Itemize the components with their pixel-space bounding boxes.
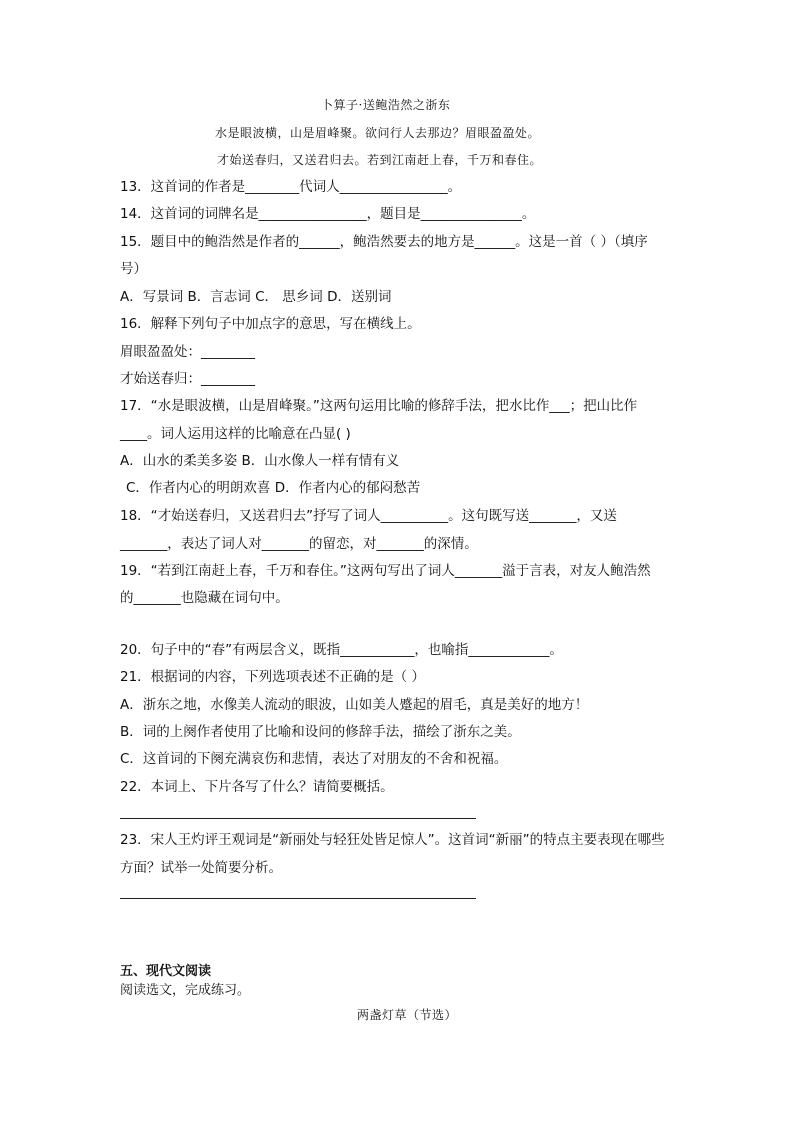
question-20: 20．句子中的“春”有两层含义，既指___________，也喻指____________。 bbox=[120, 642, 563, 658]
question-17-option-ab: A．山水的柔美多姿 B．山水像人一样有情有义 bbox=[120, 453, 400, 469]
answer-line-22[interactable] bbox=[120, 818, 476, 819]
question-21-option-b: B．词的上阕作者使用了比喻和设问的修辞手法，描绘了浙东之美。 bbox=[120, 724, 521, 740]
poem-line-2: 才始送春归，又送君归去。若到江南赶上春，千万和春住。 bbox=[217, 153, 543, 167]
section-5-heading: 五、现代文阅读 bbox=[120, 964, 212, 979]
section-5-instruction: 阅读选文，完成练习。 bbox=[120, 983, 251, 998]
question-17-option-cd: C．作者内心的明朗欢喜 D．作者内心的郁闷愁苦 bbox=[126, 480, 421, 496]
question-15: 15．题目中的鲍浩然是作者的______，鲍浩然要去的地方是______。这是一首（ ）（填序 bbox=[120, 234, 648, 250]
question-18-cont: _______，表达了词人对_______的留恋，对_______的深情。 bbox=[120, 536, 478, 552]
question-17: 17．“水是眼波横，山是眉峰聚。”这两句运用比喻的修辞手法，把水比作___；把山比作 bbox=[120, 398, 638, 414]
question-21-option-a: A．浙东之地，水像美人流动的眼波，山如美人蹙起的眉毛，真是美好的地方！ bbox=[120, 697, 589, 713]
question-13: 13．这首词的作者是________代词人________________。 bbox=[120, 179, 462, 195]
question-22: 22．本词上、下片各写了什么？请简要概括。 bbox=[120, 779, 394, 795]
question-16-a: 眉眼盈盈处：________ bbox=[120, 344, 255, 360]
question-19-cont: 的_______也隐藏在词句中。 bbox=[120, 590, 289, 606]
question-16-b: 才始送春归：________ bbox=[120, 371, 255, 387]
question-23: 23．宋人王灼评王观词是“新丽处与轻狂处皆足惊人”。这首词“新丽”的特点主要表现在哪些 bbox=[120, 832, 665, 848]
question-21-option-c: C．这首词的下阕充满哀伤和悲情，表达了对朋友的不舍和祝福。 bbox=[120, 751, 508, 767]
poem-title: 卜算子·送鲍浩然之浙东 bbox=[321, 98, 451, 112]
question-18: 18．“才始送春归，又送君归去”抒写了词人__________。这句既写送_______，又送 bbox=[120, 508, 617, 524]
question-21: 21．根据词的内容，下列选项表述不正确的是（ ） bbox=[120, 669, 425, 685]
question-16: 16．解释下列句子中加点字的意思，写在横线上。 bbox=[120, 316, 421, 332]
question-19: 19．“若到江南赶上春，千万和春住。”这两句写出了词人_______溢于言表，对友人鲍浩然 bbox=[120, 563, 651, 579]
question-17-cont: ____。词人运用这样的比喻意在凸显( ) bbox=[120, 426, 351, 442]
question-15-cont: 号） bbox=[120, 261, 147, 277]
passage-title: 两盏灯草（节选） bbox=[357, 1008, 458, 1022]
question-14: 14．这首词的词牌名是________________，题目是_______________。 bbox=[120, 206, 536, 222]
answer-line-23[interactable] bbox=[120, 898, 476, 899]
poem-line-1: 水是眼波横，山是眉峰聚。欲问行人去那边？眉眼盈盈处。 bbox=[215, 126, 541, 140]
question-15-options: A．写景词 B．言志词 C． 思乡词 D．送别词 bbox=[120, 289, 392, 305]
question-23-cont: 方面？试举一处简要分析。 bbox=[120, 860, 282, 876]
